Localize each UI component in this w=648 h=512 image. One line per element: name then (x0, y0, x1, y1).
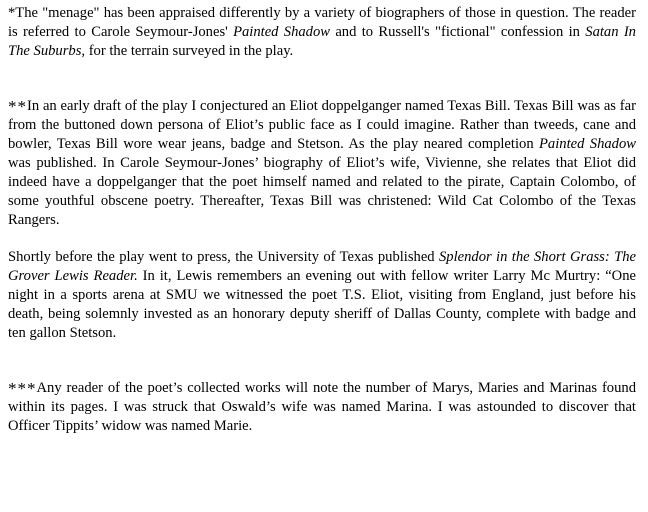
book-title: Painted Shadow (233, 24, 331, 40)
document-page (8, 4, 636, 436)
note-text: In it, Lewis remembers an evening out with fellow writer Larry Mc Murtry: “One night in a sports arena at SMU we witnessed the poet T.S. Eliot, visiting from England, just before his death, being solemnly invested as an honorary deputy sheriff of Dallas County, complete with badge and ten gallon Stetson. (8, 268, 636, 341)
note-text: Any reader of the poet’s collected works will note the number of Marys, Maries and Marinas found within its pages. I was struck that Oswald’s wife was named Marina. I was astounded to discover that Officer Tippits’ widow was named Marie. (8, 380, 636, 434)
footnote-marker: *** (8, 379, 37, 398)
book-title: Satan In The Suburbs (8, 24, 636, 59)
footnote-double-asterisk (8, 97, 636, 230)
footnote-single-asterisk (8, 4, 636, 61)
footnote-continuation (8, 248, 636, 343)
note-text: was published. In Carole Seymour-Jones’ biography of Eliot’s wife, Vivienne, she relates that Eliot did indeed have a doppelganger that the poet himself named and related to the pirate, Captain Colombo, of some youthful obscene poetry. Thereafter, Texas Bill was christened: Wild Cat Colombo of the Texas Rangers. (8, 155, 636, 228)
note-text: The "menage" has been appraised differently by a variety of biographers of those in question. The reader is referred to Carole Seymour-Jones' (8, 5, 636, 40)
note-text: and to Russell's "fictional" confession in (330, 24, 586, 40)
footnote-marker: ** (8, 97, 27, 116)
footnote-triple-asterisk (8, 379, 636, 436)
note-text: , for the terrain surveyed in the play. (81, 43, 294, 59)
book-title: Splendor in the Short Grass: The Grover Lewis Reader. (8, 249, 636, 284)
note-text: Shortly before the play went to press, the University of Texas published (8, 249, 439, 265)
note-text: In an early draft of the play I conjectured an Eliot doppelganger named Texas Bill. Texas Bill was as far from the buttoned down persona of Eliot’s public face as I could imagine. Rather than tweeds, cane and bowler, Texas Bill wore wear jeans, badge and Stetson. As the play neared completion (8, 98, 636, 152)
book-title: Painted Shadow (539, 136, 636, 152)
footnote-marker: * (8, 5, 16, 21)
